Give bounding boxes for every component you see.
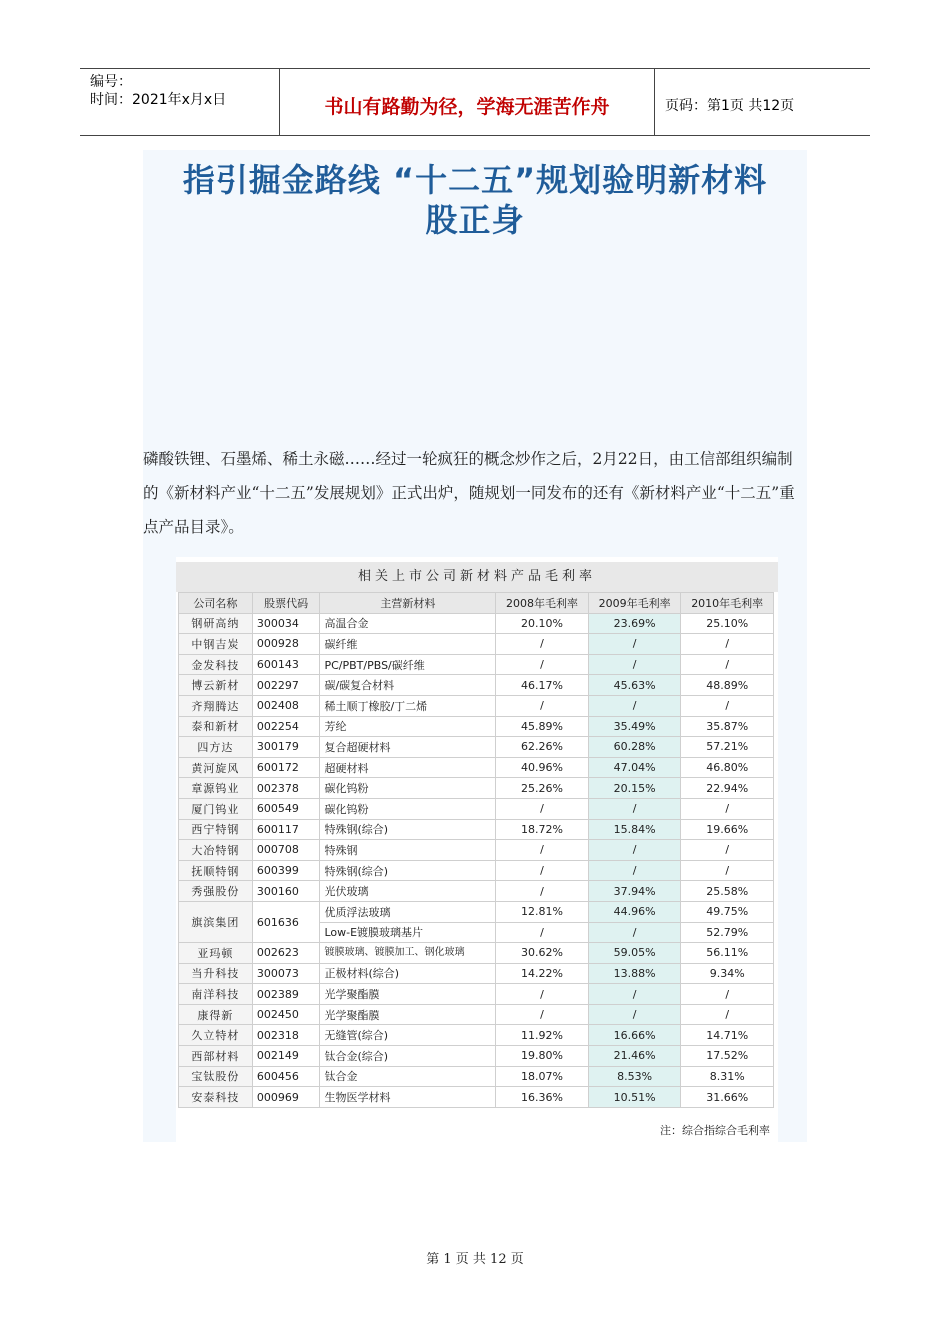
- margin-2009: /: [588, 695, 681, 716]
- margin-2008: 14.22%: [496, 963, 589, 984]
- company-name: 抚顺特钢: [179, 860, 253, 881]
- margin-2010: 9.34%: [681, 963, 774, 984]
- margin-2008: /: [496, 840, 589, 861]
- stock-code: 300160: [252, 881, 320, 902]
- margin-2008: /: [496, 922, 589, 943]
- margin-2010: 57.21%: [681, 737, 774, 758]
- margin-2009: 10.51%: [588, 1087, 681, 1108]
- margin-2008: 62.26%: [496, 737, 589, 758]
- material: 钛合金: [320, 1066, 496, 1087]
- stock-code: 000969: [252, 1087, 320, 1108]
- page-header: [80, 68, 870, 136]
- table-row: [179, 1066, 774, 1087]
- table-row: [179, 716, 774, 737]
- company-name: 西宁特钢: [179, 819, 253, 840]
- material: 碳纤维: [320, 634, 496, 655]
- margin-2009: /: [588, 984, 681, 1005]
- col-header: 2010年毛利率: [681, 593, 774, 614]
- margin-2008: 30.62%: [496, 943, 589, 964]
- table-row: [179, 901, 774, 922]
- stock-code: 601636: [252, 901, 320, 942]
- margin-2008: 46.17%: [496, 675, 589, 696]
- material: Low-E镀膜玻璃基片: [320, 922, 496, 943]
- table-row: [179, 984, 774, 1005]
- margin-2010: 17.52%: [681, 1046, 774, 1067]
- margin-2010: 31.66%: [681, 1087, 774, 1108]
- header-motto-cell: [280, 69, 655, 135]
- table-row: [179, 943, 774, 964]
- material: 特殊钢(综合): [320, 860, 496, 881]
- material: 正极材料(综合): [320, 963, 496, 984]
- margin-2008: 12.81%: [496, 901, 589, 922]
- margin-2008: 18.72%: [496, 819, 589, 840]
- margin-2010: 14.71%: [681, 1025, 774, 1046]
- company-name: 宝钛股份: [179, 1066, 253, 1087]
- stock-code: 300073: [252, 963, 320, 984]
- table-body-bottom: [179, 943, 774, 1108]
- margin-2010: /: [681, 634, 774, 655]
- table-row: [179, 737, 774, 758]
- margin-2008: /: [496, 695, 589, 716]
- company-name: 泰和新材: [179, 716, 253, 737]
- margin-2008: /: [496, 634, 589, 655]
- title-line-2: 股正身: [425, 201, 525, 239]
- stock-code: 002254: [252, 716, 320, 737]
- margin-2009: /: [588, 634, 681, 655]
- margin-2010: 49.75%: [681, 901, 774, 922]
- margin-2010: /: [681, 1004, 774, 1025]
- company-name: 厦门钨业: [179, 798, 253, 819]
- material: 光学聚酯膜: [320, 984, 496, 1005]
- margin-2009: 23.69%: [588, 613, 681, 634]
- article-paragraph: 磷酸铁锂、石墨烯、稀土永磁……经过一轮疯狂的概念炒作之后，2月22日，由工信部组织编制的《新材料产业“十二五”发展规划》正式出炉，随规划一同发布的还有《新材料产业“十二五”重点产品目录》。: [143, 450, 795, 536]
- margin-2010: 46.80%: [681, 757, 774, 778]
- margin-2008: /: [496, 654, 589, 675]
- material: 无缝管(综合): [320, 1025, 496, 1046]
- margin-2009: 60.28%: [588, 737, 681, 758]
- company-name: 章源钨业: [179, 778, 253, 799]
- table-row: [179, 1004, 774, 1025]
- margin-2008: 40.96%: [496, 757, 589, 778]
- stock-code: 600549: [252, 798, 320, 819]
- material: 碳/碳复合材料: [320, 675, 496, 696]
- material: 芳纶: [320, 716, 496, 737]
- material: 高温合金: [320, 613, 496, 634]
- margin-2010: 8.31%: [681, 1066, 774, 1087]
- margin-2010: 25.10%: [681, 613, 774, 634]
- code-label: 编号：: [90, 74, 132, 90]
- margin-2009: 15.84%: [588, 819, 681, 840]
- margin-2010: /: [681, 860, 774, 881]
- margin-2008: 18.07%: [496, 1066, 589, 1087]
- stock-code: 300179: [252, 737, 320, 758]
- col-header: 2009年毛利率: [588, 593, 681, 614]
- stock-code: 002450: [252, 1004, 320, 1025]
- stock-code: 002297: [252, 675, 320, 696]
- table-row: [179, 1087, 774, 1108]
- table-row: [179, 1046, 774, 1067]
- margin-2009: /: [588, 840, 681, 861]
- material: 特殊钢: [320, 840, 496, 861]
- stock-code: 002389: [252, 984, 320, 1005]
- header-page-cell: [655, 69, 870, 135]
- table-row: [179, 840, 774, 861]
- col-header: 股票代码: [252, 593, 320, 614]
- table-row: [179, 819, 774, 840]
- article-title: [143, 160, 807, 240]
- margin-2010: 56.11%: [681, 943, 774, 964]
- material: 光学聚酯膜: [320, 1004, 496, 1025]
- margin-2009: /: [588, 798, 681, 819]
- page-footer: 第 1 页 共 12 页: [426, 1252, 524, 1267]
- company-name: 大冶特钢: [179, 840, 253, 861]
- stock-code: 002623: [252, 943, 320, 964]
- stock-code: 002149: [252, 1046, 320, 1067]
- margin-2008: 45.89%: [496, 716, 589, 737]
- company-name: 久立特材: [179, 1025, 253, 1046]
- table-row: [179, 860, 774, 881]
- company-name: 康得新: [179, 1004, 253, 1025]
- company-name: 亚玛顿: [179, 943, 253, 964]
- table-body-group: [179, 901, 774, 942]
- margin-2010: /: [681, 840, 774, 861]
- stock-code: 002318: [252, 1025, 320, 1046]
- company-name: 秀强股份: [179, 881, 253, 902]
- margin-2009: 13.88%: [588, 963, 681, 984]
- header-meta: [80, 69, 280, 135]
- table-row: [179, 613, 774, 634]
- margin-2010: 25.58%: [681, 881, 774, 902]
- table-row: [179, 695, 774, 716]
- stock-code: 600117: [252, 819, 320, 840]
- material: 光伏玻璃: [320, 881, 496, 902]
- header-page-label: 页码：第1页 共12页: [665, 98, 795, 114]
- material: 碳化钨粉: [320, 798, 496, 819]
- company-name: 旗滨集团: [179, 901, 253, 942]
- margin-2010: 52.79%: [681, 922, 774, 943]
- company-name: 齐翔腾达: [179, 695, 253, 716]
- table-body-top: [179, 613, 774, 901]
- table-row: [179, 881, 774, 902]
- margin-2010: /: [681, 654, 774, 675]
- material: 碳化钨粉: [320, 778, 496, 799]
- margin-2008: /: [496, 984, 589, 1005]
- material: 生物医学材料: [320, 1087, 496, 1108]
- stock-code: 600172: [252, 757, 320, 778]
- stock-code: 600456: [252, 1066, 320, 1087]
- stock-code: 600143: [252, 654, 320, 675]
- material: 稀土顺丁橡胶/丁二烯: [320, 695, 496, 716]
- stock-code: 002378: [252, 778, 320, 799]
- company-name: 中钢吉炭: [179, 634, 253, 655]
- margin-2010: 19.66%: [681, 819, 774, 840]
- margin-2009: 16.66%: [588, 1025, 681, 1046]
- margin-2009: /: [588, 922, 681, 943]
- table-row: [179, 1025, 774, 1046]
- margin-2010: /: [681, 695, 774, 716]
- company-name: 四方达: [179, 737, 253, 758]
- material: 超硬材料: [320, 757, 496, 778]
- margin-2008: /: [496, 881, 589, 902]
- margin-2010: 35.87%: [681, 716, 774, 737]
- margin-2009: /: [588, 1004, 681, 1025]
- margin-2010: /: [681, 798, 774, 819]
- margin-2008: 16.36%: [496, 1087, 589, 1108]
- margin-2009: /: [588, 860, 681, 881]
- title-line-1: 指引掘金路线 “十二五”规划验明新材料: [182, 161, 768, 199]
- margin-2009: /: [588, 654, 681, 675]
- table-row: [179, 654, 774, 675]
- material: 特殊钢(综合): [320, 819, 496, 840]
- table-row: [179, 757, 774, 778]
- stock-code: 000928: [252, 634, 320, 655]
- margin-2009: 47.04%: [588, 757, 681, 778]
- margin-2008: 19.80%: [496, 1046, 589, 1067]
- stock-code: 600399: [252, 860, 320, 881]
- margin-2010: 22.94%: [681, 778, 774, 799]
- company-name: 安泰科技: [179, 1087, 253, 1108]
- table-row: [179, 963, 774, 984]
- margin-2008: 11.92%: [496, 1025, 589, 1046]
- margin-2008: 20.10%: [496, 613, 589, 634]
- material: 镀膜玻璃、镀膜加工、钢化玻璃: [320, 943, 496, 964]
- stock-code: 002408: [252, 695, 320, 716]
- table-row: [179, 675, 774, 696]
- company-name: 南洋科技: [179, 984, 253, 1005]
- material: PC/PBT/PBS/碳纤维: [320, 654, 496, 675]
- col-header: 公司名称: [179, 593, 253, 614]
- company-name: 金发科技: [179, 654, 253, 675]
- company-name: 博云新材: [179, 675, 253, 696]
- material: 优质浮法玻璃: [320, 901, 496, 922]
- margin-2009: 35.49%: [588, 716, 681, 737]
- margin-2008: /: [496, 1004, 589, 1025]
- company-name: 钢研高纳: [179, 613, 253, 634]
- margin-2008: /: [496, 798, 589, 819]
- margin-2009: 45.63%: [588, 675, 681, 696]
- margin-2009: 44.96%: [588, 901, 681, 922]
- date-label: 时间：2021年x月x日: [90, 92, 227, 108]
- table-row: [179, 778, 774, 799]
- material: 钛合金(综合): [320, 1046, 496, 1067]
- stock-code: 000708: [252, 840, 320, 861]
- table-note: 注：综合指综合毛利率: [660, 1124, 770, 1137]
- material: 复合超硬材料: [320, 737, 496, 758]
- margin-2008: 25.26%: [496, 778, 589, 799]
- margin-2009: 8.53%: [588, 1066, 681, 1087]
- margin-2009: 59.05%: [588, 943, 681, 964]
- margin-2009: 20.15%: [588, 778, 681, 799]
- table-row: [179, 798, 774, 819]
- company-name: 西部材料: [179, 1046, 253, 1067]
- margin-2009: 37.94%: [588, 881, 681, 902]
- table-header-row: [179, 593, 774, 614]
- table-row: [179, 634, 774, 655]
- margin-2010: /: [681, 984, 774, 1005]
- margin-table: [178, 592, 774, 1108]
- margin-2008: /: [496, 860, 589, 881]
- table-title: 相关上市公司新材料产品毛利率: [176, 562, 778, 592]
- header-motto: 书山有路勤为径，学海无涯苦作舟: [324, 95, 610, 118]
- stock-code: 300034: [252, 613, 320, 634]
- col-header: 主营新材料: [320, 593, 496, 614]
- margin-2010: 48.89%: [681, 675, 774, 696]
- col-header: 2008年毛利率: [496, 593, 589, 614]
- company-name: 当升科技: [179, 963, 253, 984]
- company-name: 黄河旋风: [179, 757, 253, 778]
- margin-2009: 21.46%: [588, 1046, 681, 1067]
